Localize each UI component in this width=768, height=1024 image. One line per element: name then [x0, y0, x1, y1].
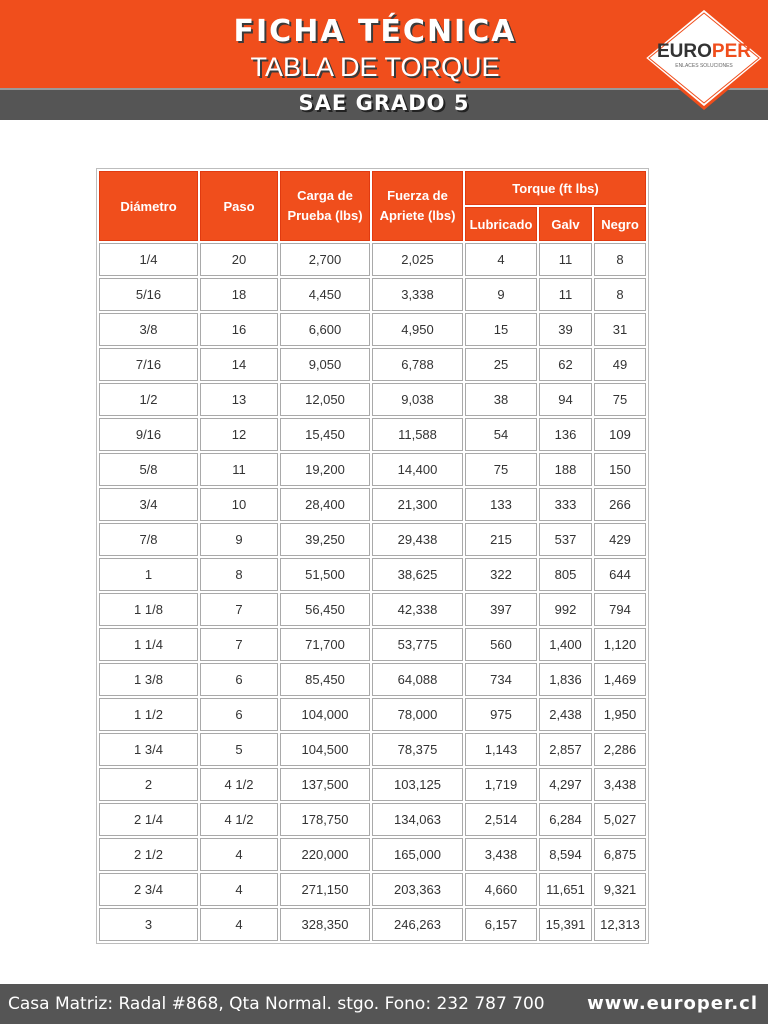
table-row	[99, 278, 646, 311]
cell-carga: 104,500	[280, 733, 370, 766]
cell-fuerza: 134,063	[372, 803, 463, 836]
table-row	[99, 243, 646, 276]
cell-carga: 51,500	[280, 558, 370, 591]
header-fuerza	[372, 171, 463, 241]
cell-diametro: 7/8	[99, 523, 198, 556]
torque-table-body	[99, 243, 646, 941]
cell-paso: 9	[200, 523, 278, 556]
cell-carga: 85,450	[280, 663, 370, 696]
cell-diametro: 7/16	[99, 348, 198, 381]
table-row	[99, 908, 646, 941]
cell-galv: 94	[539, 383, 592, 416]
header-fuerza-line2: Apriete (lbs)	[379, 208, 456, 223]
cell-diametro: 3	[99, 908, 198, 941]
cell-lubricado: 734	[465, 663, 537, 696]
cell-galv: 188	[539, 453, 592, 486]
cell-diametro: 3/8	[99, 313, 198, 346]
cell-paso: 13	[200, 383, 278, 416]
cell-lubricado: 397	[465, 593, 537, 626]
cell-galv: 39	[539, 313, 592, 346]
cell-negro: 2,286	[594, 733, 646, 766]
cell-paso: 6	[200, 698, 278, 731]
cell-negro: 5,027	[594, 803, 646, 836]
cell-lubricado: 9	[465, 278, 537, 311]
cell-carga: 15,450	[280, 418, 370, 451]
cell-negro: 644	[594, 558, 646, 591]
cell-galv: 62	[539, 348, 592, 381]
cell-galv: 11	[539, 243, 592, 276]
cell-negro: 31	[594, 313, 646, 346]
cell-fuerza: 4,950	[372, 313, 463, 346]
cell-negro: 49	[594, 348, 646, 381]
cell-negro: 8	[594, 243, 646, 276]
table-row	[99, 488, 646, 521]
cell-paso: 4 1/2	[200, 803, 278, 836]
cell-negro: 429	[594, 523, 646, 556]
cell-paso: 14	[200, 348, 278, 381]
cell-lubricado: 25	[465, 348, 537, 381]
cell-galv: 4,297	[539, 768, 592, 801]
cell-fuerza: 78,000	[372, 698, 463, 731]
cell-lubricado: 15	[465, 313, 537, 346]
cell-diametro: 2 3/4	[99, 873, 198, 906]
cell-fuerza: 2,025	[372, 243, 463, 276]
cell-fuerza: 14,400	[372, 453, 463, 486]
cell-carga: 9,050	[280, 348, 370, 381]
table-row	[99, 418, 646, 451]
cell-negro: 75	[594, 383, 646, 416]
cell-lubricado: 2,514	[465, 803, 537, 836]
cell-carga: 137,500	[280, 768, 370, 801]
grade-label: SAE GRADO 5	[298, 91, 470, 115]
table-row	[99, 383, 646, 416]
table-row	[99, 733, 646, 766]
cell-negro: 9,321	[594, 873, 646, 906]
table-row	[99, 523, 646, 556]
footer-website[interactable]: www.europer.cl	[587, 993, 758, 1014]
cell-diametro: 1 1/8	[99, 593, 198, 626]
table-row	[99, 873, 646, 906]
header-carga-line2: Prueba (lbs)	[287, 208, 363, 223]
cell-fuerza: 103,125	[372, 768, 463, 801]
cell-diametro: 2 1/4	[99, 803, 198, 836]
logo-text-dark: EURO	[657, 41, 712, 62]
cell-diametro: 5/8	[99, 453, 198, 486]
cell-negro: 794	[594, 593, 646, 626]
cell-negro: 6,875	[594, 838, 646, 871]
cell-galv: 2,438	[539, 698, 592, 731]
cell-fuerza: 6,788	[372, 348, 463, 381]
table-row	[99, 838, 646, 871]
cell-lubricado: 75	[465, 453, 537, 486]
cell-fuerza: 53,775	[372, 628, 463, 661]
header-diametro: Diámetro	[99, 171, 198, 241]
table-row	[99, 663, 646, 696]
cell-fuerza: 3,338	[372, 278, 463, 311]
cell-fuerza: 165,000	[372, 838, 463, 871]
cell-diametro: 1 1/2	[99, 698, 198, 731]
cell-fuerza: 9,038	[372, 383, 463, 416]
cell-lubricado: 4,660	[465, 873, 537, 906]
cell-galv: 333	[539, 488, 592, 521]
cell-diametro: 1 3/8	[99, 663, 198, 696]
cell-carga: 271,150	[280, 873, 370, 906]
cell-negro: 109	[594, 418, 646, 451]
cell-lubricado: 38	[465, 383, 537, 416]
cell-lubricado: 133	[465, 488, 537, 521]
cell-paso: 7	[200, 628, 278, 661]
cell-paso: 12	[200, 418, 278, 451]
cell-galv: 11	[539, 278, 592, 311]
cell-fuerza: 42,338	[372, 593, 463, 626]
logo-text-accent: PER	[711, 41, 751, 62]
cell-carga: 6,600	[280, 313, 370, 346]
header-lubricado: Lubricado	[465, 207, 537, 241]
header-carga-line1: Carga de	[297, 188, 353, 203]
cell-diametro: 1	[99, 558, 198, 591]
torque-table	[96, 168, 649, 944]
cell-lubricado: 54	[465, 418, 537, 451]
cell-galv: 2,857	[539, 733, 592, 766]
table-row	[99, 768, 646, 801]
header-negro: Negro	[594, 207, 646, 241]
cell-carga: 2,700	[280, 243, 370, 276]
cell-lubricado: 215	[465, 523, 537, 556]
cell-lubricado: 3,438	[465, 838, 537, 871]
cell-carga: 4,450	[280, 278, 370, 311]
cell-galv: 537	[539, 523, 592, 556]
cell-lubricado: 322	[465, 558, 537, 591]
cell-diametro: 2 1/2	[99, 838, 198, 871]
cell-carga: 178,750	[280, 803, 370, 836]
cell-paso: 4	[200, 873, 278, 906]
cell-carga: 104,000	[280, 698, 370, 731]
cell-galv: 8,594	[539, 838, 592, 871]
cell-galv: 1,400	[539, 628, 592, 661]
cell-galv: 15,391	[539, 908, 592, 941]
cell-negro: 150	[594, 453, 646, 486]
table-row	[99, 348, 646, 381]
cell-carga: 56,450	[280, 593, 370, 626]
cell-fuerza: 203,363	[372, 873, 463, 906]
cell-paso: 8	[200, 558, 278, 591]
cell-paso: 18	[200, 278, 278, 311]
logo-tagline: ENLACES SOLUCIONES	[675, 63, 733, 69]
cell-lubricado: 4	[465, 243, 537, 276]
header-carga	[280, 171, 370, 241]
cell-negro: 8	[594, 278, 646, 311]
cell-carga: 19,200	[280, 453, 370, 486]
cell-carga: 71,700	[280, 628, 370, 661]
cell-carga: 39,250	[280, 523, 370, 556]
cell-lubricado: 560	[465, 628, 537, 661]
svg-text:EUROPER	[657, 41, 751, 62]
cell-paso: 10	[200, 488, 278, 521]
table-row	[99, 558, 646, 591]
cell-galv: 136	[539, 418, 592, 451]
header-paso: Paso	[200, 171, 278, 241]
cell-lubricado: 1,719	[465, 768, 537, 801]
cell-paso: 4	[200, 838, 278, 871]
cell-lubricado: 975	[465, 698, 537, 731]
cell-fuerza: 38,625	[372, 558, 463, 591]
cell-paso: 16	[200, 313, 278, 346]
table-row	[99, 628, 646, 661]
cell-carga: 12,050	[280, 383, 370, 416]
table-row	[99, 803, 646, 836]
footer-address: Casa Matriz: Radal #868, Qta Normal. stgo. Fono: 232 787 700	[8, 994, 545, 1014]
cell-galv: 6,284	[539, 803, 592, 836]
table-row	[99, 593, 646, 626]
header-galv: Galv	[539, 207, 592, 241]
cell-galv: 805	[539, 558, 592, 591]
cell-negro: 3,438	[594, 768, 646, 801]
header-fuerza-line1: Fuerza de	[387, 188, 448, 203]
cell-negro: 1,469	[594, 663, 646, 696]
cell-paso: 4 1/2	[200, 768, 278, 801]
cell-galv: 11,651	[539, 873, 592, 906]
cell-negro: 266	[594, 488, 646, 521]
cell-paso: 5	[200, 733, 278, 766]
cell-lubricado: 1,143	[465, 733, 537, 766]
cell-fuerza: 29,438	[372, 523, 463, 556]
cell-paso: 4	[200, 908, 278, 941]
cell-diametro: 5/16	[99, 278, 198, 311]
cell-fuerza: 21,300	[372, 488, 463, 521]
cell-carga: 220,000	[280, 838, 370, 871]
cell-fuerza: 78,375	[372, 733, 463, 766]
cell-carga: 28,400	[280, 488, 370, 521]
cell-diametro: 1/4	[99, 243, 198, 276]
cell-paso: 7	[200, 593, 278, 626]
table-row	[99, 698, 646, 731]
cell-galv: 992	[539, 593, 592, 626]
header-torque: Torque (ft lbs)	[465, 171, 646, 205]
cell-negro: 1,120	[594, 628, 646, 661]
cell-galv: 1,836	[539, 663, 592, 696]
cell-fuerza: 246,263	[372, 908, 463, 941]
page-title: FICHA TÉCNICA	[233, 14, 517, 49]
cell-lubricado: 6,157	[465, 908, 537, 941]
cell-paso: 6	[200, 663, 278, 696]
europer-logo	[642, 6, 766, 110]
cell-fuerza: 64,088	[372, 663, 463, 696]
cell-diametro: 1 3/4	[99, 733, 198, 766]
cell-paso: 20	[200, 243, 278, 276]
cell-negro: 12,313	[594, 908, 646, 941]
cell-diametro: 9/16	[99, 418, 198, 451]
cell-diametro: 3/4	[99, 488, 198, 521]
table-row	[99, 313, 646, 346]
cell-diametro: 1/2	[99, 383, 198, 416]
page-subtitle: TABLA DE TORQUE	[250, 52, 500, 82]
cell-diametro: 2	[99, 768, 198, 801]
table-row	[99, 453, 646, 486]
cell-negro: 1,950	[594, 698, 646, 731]
cell-fuerza: 11,588	[372, 418, 463, 451]
cell-diametro: 1 1/4	[99, 628, 198, 661]
cell-paso: 11	[200, 453, 278, 486]
cell-carga: 328,350	[280, 908, 370, 941]
